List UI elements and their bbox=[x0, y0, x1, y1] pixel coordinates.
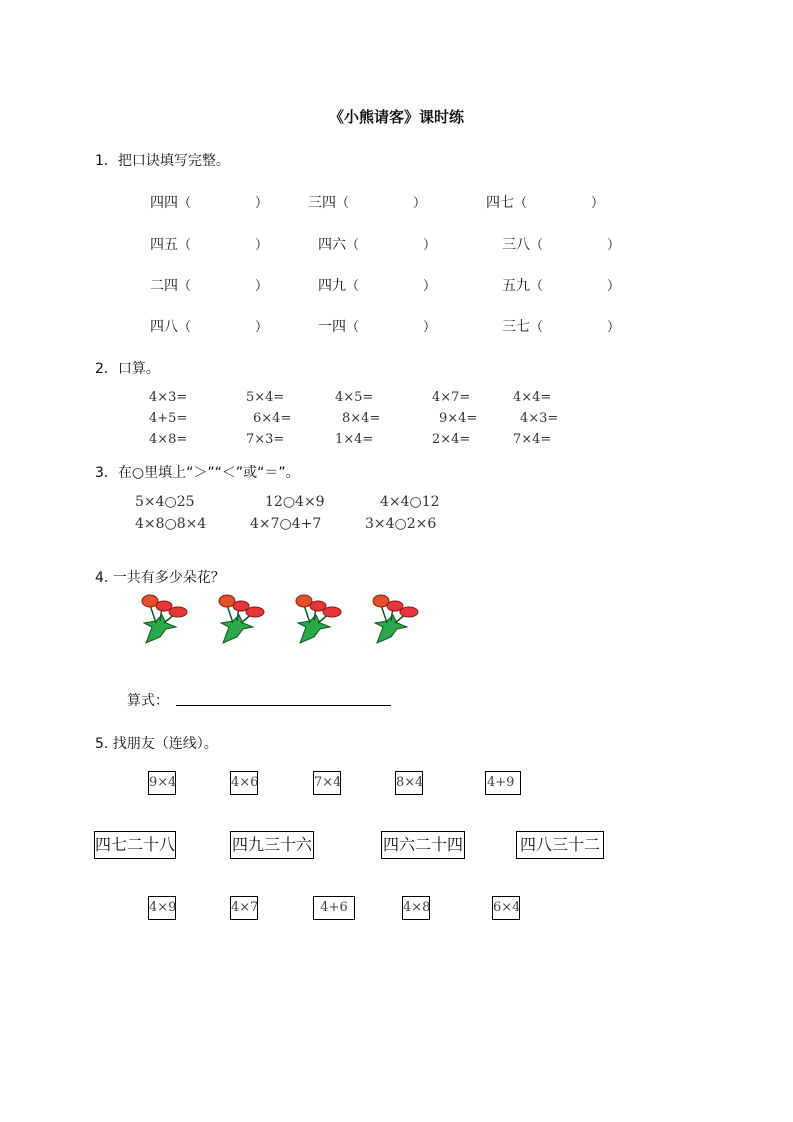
q3-comparison: 12○4×9 bbox=[265, 494, 325, 510]
open-paren: （ bbox=[514, 196, 528, 211]
open-paren: （ bbox=[530, 320, 544, 335]
q4-heading: 4. 一共有多少朵花？ bbox=[95, 570, 225, 586]
q2-equation: 4+5= bbox=[149, 411, 188, 426]
q1-item bbox=[486, 192, 604, 212]
q1-item bbox=[318, 234, 436, 254]
q2-equation: 8×4= bbox=[342, 411, 381, 426]
q1-item bbox=[150, 275, 268, 295]
q2-equation: 4×4= bbox=[513, 390, 552, 405]
q2-equation: 4×7= bbox=[432, 390, 471, 405]
match-box-bottom[interactable]: 4+6 bbox=[313, 896, 355, 920]
match-box-rhyme[interactable]: 四八三十二 bbox=[516, 831, 604, 859]
match-box-rhyme[interactable]: 四九三十六 bbox=[230, 831, 314, 859]
q1-term: 三七 bbox=[502, 319, 530, 335]
open-paren: （ bbox=[178, 238, 192, 253]
open-paren: （ bbox=[346, 238, 360, 253]
q1-item bbox=[150, 192, 268, 212]
q2-equation: 7×3= bbox=[246, 432, 285, 447]
q1-term: 二四 bbox=[150, 278, 178, 294]
match-box-rhyme[interactable]: 四七二十八 bbox=[94, 831, 176, 859]
match-box-top[interactable]: 9×4 bbox=[148, 771, 176, 795]
q2-equation: 6×4= bbox=[253, 411, 292, 426]
flower-bouquet-icon bbox=[136, 593, 188, 645]
q2-equation: 4×3= bbox=[520, 411, 559, 426]
q1-term: 四七 bbox=[486, 195, 514, 211]
q1-term: 三四 bbox=[308, 195, 336, 211]
open-paren: （ bbox=[178, 320, 192, 335]
match-box-top[interactable]: 7×4 bbox=[313, 771, 341, 795]
q1-term: 四六 bbox=[318, 237, 346, 253]
page-title: 《小熊请客》课时练 bbox=[328, 108, 464, 126]
flower-bouquet-icon bbox=[290, 593, 342, 645]
q1-item bbox=[318, 275, 436, 295]
flower-bouquet-icon bbox=[213, 593, 265, 645]
open-paren: （ bbox=[530, 279, 544, 294]
open-paren: （ bbox=[530, 238, 544, 253]
close-paren: ） bbox=[607, 320, 621, 335]
q1-term: 四四 bbox=[150, 195, 178, 211]
close-paren: ） bbox=[423, 320, 437, 335]
q1-term: 四九 bbox=[318, 278, 346, 294]
q1-term: 三八 bbox=[502, 237, 530, 253]
close-paren: ） bbox=[607, 238, 621, 253]
q3-comparison: 5×4○25 bbox=[135, 494, 195, 510]
formula-label: 算式： bbox=[127, 693, 169, 709]
q1-item bbox=[150, 234, 268, 254]
q3-comparison: 4×7○4+7 bbox=[250, 516, 322, 532]
q2-equation: 1×4= bbox=[335, 432, 374, 447]
close-paren: ） bbox=[255, 196, 269, 211]
open-paren: （ bbox=[346, 279, 360, 294]
match-box-top[interactable]: 8×4 bbox=[395, 771, 423, 795]
match-box-top[interactable]: 4×6 bbox=[230, 771, 258, 795]
q1-item bbox=[308, 192, 426, 212]
formula-answer-line[interactable] bbox=[176, 705, 391, 706]
close-paren: ） bbox=[423, 238, 437, 253]
q3-heading: 3．在○里填上“＞”“＜”或“＝”。 bbox=[95, 465, 300, 481]
match-box-bottom[interactable]: 4×8 bbox=[402, 896, 430, 920]
close-paren: ） bbox=[607, 279, 621, 294]
match-box-bottom[interactable]: 4×7 bbox=[230, 896, 258, 920]
q2-heading: 2．口算。 bbox=[95, 361, 160, 377]
close-paren: ） bbox=[423, 279, 437, 294]
q1-term: 四五 bbox=[150, 237, 178, 253]
q1-term: 一四 bbox=[318, 319, 346, 335]
open-paren: （ bbox=[336, 196, 350, 211]
q1-term: 四八 bbox=[150, 319, 178, 335]
q1-item bbox=[150, 316, 268, 336]
q1-item bbox=[502, 234, 620, 254]
q1-heading: 1．把口诀填写完整。 bbox=[95, 153, 230, 169]
match-box-rhyme[interactable]: 四六二十四 bbox=[381, 831, 465, 859]
q2-equation: 4×8= bbox=[149, 432, 188, 447]
q5-heading: 5. 找朋友（连线）。 bbox=[95, 736, 218, 752]
match-box-top[interactable]: 4+9 bbox=[485, 771, 521, 795]
close-paren: ） bbox=[591, 196, 605, 211]
close-paren: ） bbox=[255, 279, 269, 294]
match-box-bottom[interactable]: 6×4 bbox=[492, 896, 520, 920]
q1-term: 五九 bbox=[502, 278, 530, 294]
q1-item bbox=[318, 316, 436, 336]
close-paren: ） bbox=[413, 196, 427, 211]
flower-bouquet-icon bbox=[367, 593, 419, 645]
q2-equation: 5×4= bbox=[246, 390, 285, 405]
q2-equation: 9×4= bbox=[439, 411, 478, 426]
q2-equation: 4×5= bbox=[335, 390, 374, 405]
open-paren: （ bbox=[178, 196, 192, 211]
q2-equation: 2×4= bbox=[432, 432, 471, 447]
q3-comparison: 4×4○12 bbox=[380, 494, 440, 510]
q1-item bbox=[502, 316, 620, 336]
q2-equation: 4×3= bbox=[149, 390, 188, 405]
q2-equation: 7×4= bbox=[513, 432, 552, 447]
q1-item bbox=[502, 275, 620, 295]
q3-comparison: 3×4○2×6 bbox=[365, 516, 437, 532]
open-paren: （ bbox=[346, 320, 360, 335]
open-paren: （ bbox=[178, 279, 192, 294]
close-paren: ） bbox=[255, 238, 269, 253]
q3-comparison: 4×8○8×4 bbox=[135, 516, 207, 532]
close-paren: ） bbox=[255, 320, 269, 335]
match-box-bottom[interactable]: 4×9 bbox=[148, 896, 176, 920]
